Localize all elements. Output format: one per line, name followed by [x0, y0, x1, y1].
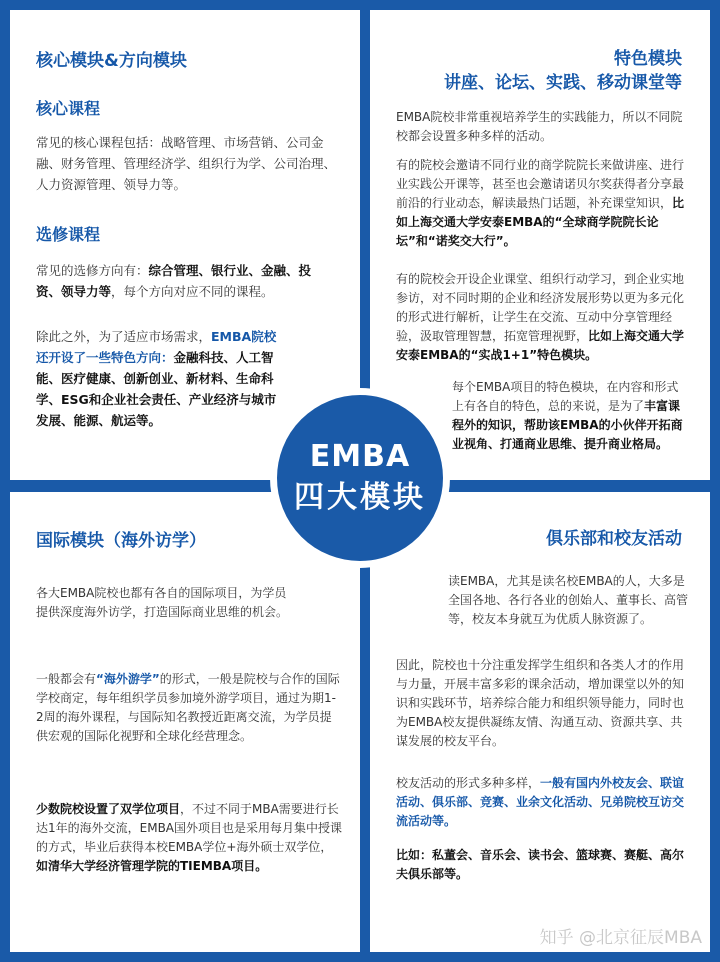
center-line1: EMBA	[309, 439, 411, 474]
club-p2: 因此，院校也十分注重发挥学生组织和各类人才的作用与力量，开展丰富多彩的课余活动，增加课堂以外的知识和实践环节，培养综合能力和组织领导能力，同时也为EMBA校友提供凝练友情、沟通互动、资源共享、共谋发展的校友平台。	[396, 658, 685, 748]
feature-p4: 每个EMBA项目的特色模块，在内容和形式上有各自的特色，总的来说，是为了丰富课程外的知识，帮助该EMBA的小伙伴开拓商业视角、打通商业思维、提升商业格局。	[452, 380, 683, 451]
international-p2: 一般都会有“海外游学”的形式，一般是院校与合作的国际学校商定，每年组织学员参加境外游学项目，通过为期1-2周的海外课程，与国际知名教授近距离交流，为学员提供宏观的国际化视野和全球化经营理念。	[36, 672, 340, 743]
watermark: 知乎 @北京征辰MBA	[539, 928, 702, 948]
feature-p3: 有的院校会开设企业课堂、组织行动学习，到企业实地参访，对不同时期的企业和经济发展形势以更为多元化的形式进行解析，让学生在交流、互动中分享管理经验，汲取管理智慧，拓宽管理视野，比如上海交通大学安泰EMBA的“实战1+1”特色模块。	[396, 272, 685, 362]
special-directions-text: 除此之外，为了适应市场需求，EMBA院校还开设了一些特色方向：金融科技、人工智能、医疗健康、创新创业、新材料、生命科学、ESG和企业社会责任、产业经济与城市发展、能源、航运等。	[36, 329, 277, 428]
core-course-heading: 核心课程	[36, 99, 101, 118]
international-p3: 少数院校设置了双学位项目，不过不同于MBA需要进行长达1年的海外交流，EMBA国外项目也是采用每月集中授课的方式，毕业后获得本校EMBA学位+海外硕士双学位，如清华大学经济管理学院的TIEMBA项目。	[36, 802, 343, 873]
core-course-text: 常见的核心课程包括：战略管理、市场营销、公司金融、财务管理、管理经济学、组织行为学、公司治理、人力资源管理、领导力等。	[36, 135, 337, 192]
center-line2: 四大模块	[294, 480, 426, 515]
core-modules-title: 核心模块&方向模块	[36, 51, 187, 71]
club-title: 俱乐部和校友活动	[546, 529, 682, 549]
international-p1: 各大EMBA院校也都有各自的国际项目，为学员提供深度海外访学，打造国际商业思维的机会。	[36, 586, 289, 619]
elective-heading: 选修课程	[36, 225, 101, 244]
panel-feature-modules	[370, 10, 710, 480]
feature-p2: 有的院校会邀请不同行业的商学院院长来做讲座、进行业实践公开课等，甚至也会邀请诺贝尔奖获得者分享最前沿的行业动态，解读最热门话题，补充课堂知识，比如上海交通大学安泰EMBA的“全球商学院院长论坛”和“诺奖交大行”。	[396, 158, 685, 248]
feature-title: 特色模块	[614, 49, 682, 69]
feature-subtitle: 讲座、论坛、实践、移动课堂等	[444, 73, 682, 93]
club-p4: 比如：私董会、音乐会、读书会、篮球赛、赛艇、高尔夫俱乐部等。	[396, 848, 685, 881]
feature-p1: EMBA院校非常重视培养学生的实践能力，所以不同院校都会设置多种多样的活动。	[396, 110, 683, 143]
center-emblem	[270, 388, 450, 568]
club-p3: 校友活动的形式多种多样，一般有国内外校友会、联谊活动、俱乐部、竞赛、业余文化活动、兄弟院校互访交流活动等。	[396, 776, 685, 828]
panel-club-alumni	[370, 492, 710, 952]
club-p1: 读EMBA，尤其是读名校EMBA的人，大多是全国各地、各行各业的创始人、董事长、高管等，校友本身就互为优质人脉资源了。	[448, 574, 689, 626]
panel-international	[10, 492, 360, 952]
elective-text: 常见的选修方向有：综合管理、银行业、金融、投资、领导力等，每个方向对应不同的课程。	[36, 263, 312, 299]
international-title: 国际模块（海外访学）	[36, 531, 206, 551]
